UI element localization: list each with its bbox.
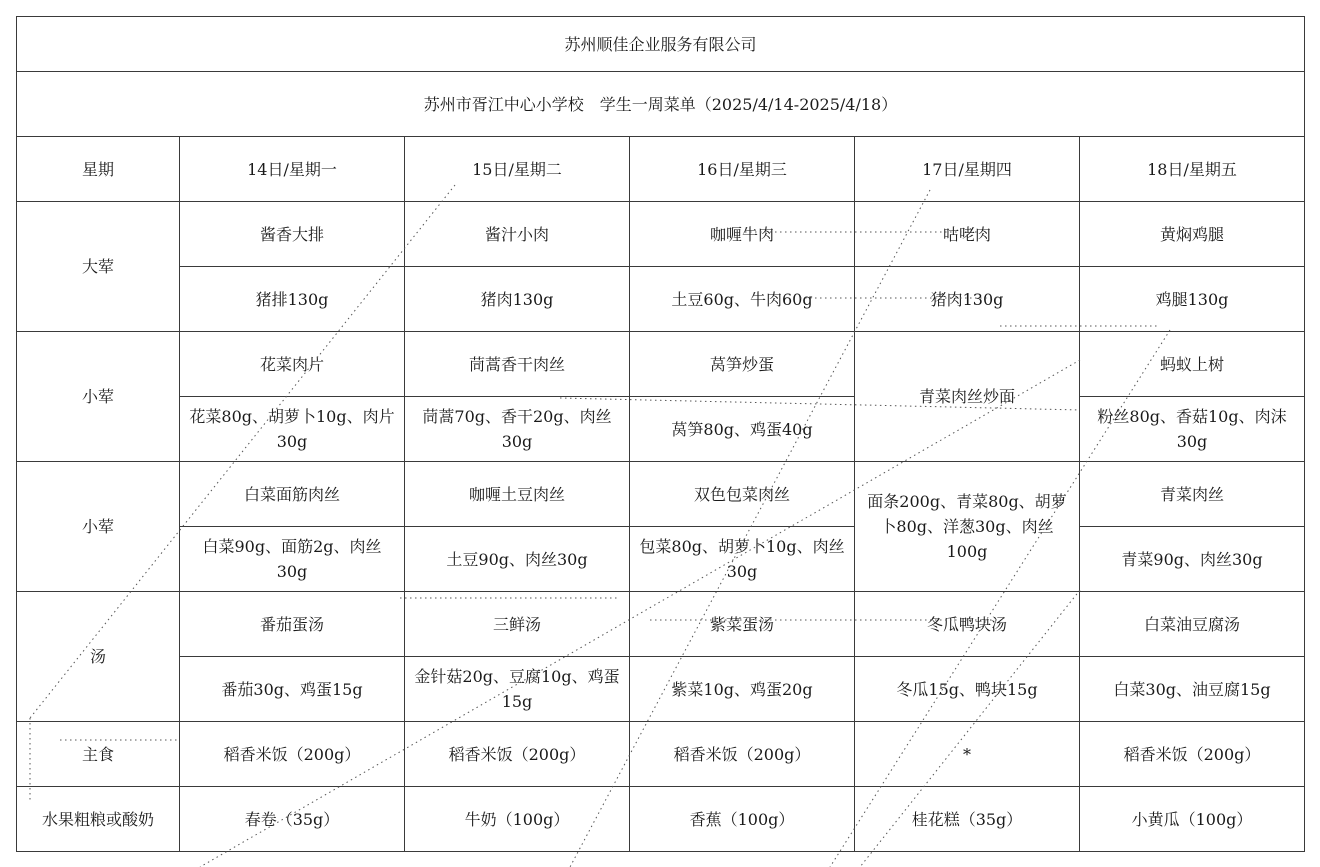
dish-cell: 青菜肉丝	[1080, 462, 1305, 527]
extra-cell: 小黄瓜（100g）	[1080, 787, 1305, 852]
ingredient-cell: 花菜80g、胡萝卜10g、肉片30g	[180, 397, 405, 462]
dish-cell: 酱香大排	[180, 202, 405, 267]
dish-cell: 咖喱牛肉	[630, 202, 855, 267]
side1-dish-row	[17, 332, 1305, 397]
ingredient-cell: 白菜90g、面筋2g、肉丝30g	[180, 527, 405, 592]
dish-cell: 咕咾肉	[855, 202, 1080, 267]
header-row	[17, 137, 1305, 202]
staple-cell: 稻香米饭（200g）	[405, 722, 630, 787]
staple-cell: 稻香米饭（200g）	[630, 722, 855, 787]
section-label-soup: 汤	[17, 592, 180, 722]
ingredient-cell: 白菜30g、油豆腐15g	[1080, 657, 1305, 722]
dish-cell: 冬瓜鸭块汤	[855, 592, 1080, 657]
ingredient-cell: 土豆60g、牛肉60g	[630, 267, 855, 332]
extra-row	[17, 787, 1305, 852]
main-meat-dish-row	[17, 202, 1305, 267]
staple-cell: 稻香米饭（200g）	[180, 722, 405, 787]
ingredient-cell: 猪肉130g	[855, 267, 1080, 332]
extra-cell: 牛奶（100g）	[405, 787, 630, 852]
menu-title: 苏州市胥江中心小学校 学生一周菜单（2025/4/14-2025/4/18）	[17, 72, 1305, 137]
ingredient-cell: 番茄30g、鸡蛋15g	[180, 657, 405, 722]
dish-cell: 咖喱土豆肉丝	[405, 462, 630, 527]
ingredient-cell: 土豆90g、肉丝30g	[405, 527, 630, 592]
dish-cell: 三鲜汤	[405, 592, 630, 657]
section-label-side2: 小荤	[17, 462, 180, 592]
ingredient-cell: 莴笋80g、鸡蛋40g	[630, 397, 855, 462]
extra-cell: 春卷（35g）	[180, 787, 405, 852]
weekly-menu-table	[16, 16, 1305, 852]
dish-cell: 酱汁小肉	[405, 202, 630, 267]
dish-cell: 白菜面筋肉丝	[180, 462, 405, 527]
side2-ingredient-row	[17, 527, 1305, 592]
dish-cell: 茼蒿香干肉丝	[405, 332, 630, 397]
ingredient-cell: 紫菜10g、鸡蛋20g	[630, 657, 855, 722]
extra-cell: 桂花糕（35g）	[855, 787, 1080, 852]
dish-cell: 蚂蚁上树	[1080, 332, 1305, 397]
day-header: 15日/星期二	[405, 137, 630, 202]
ingredient-cell: 茼蒿70g、香干20g、肉丝30g	[405, 397, 630, 462]
dish-cell: 双色包菜肉丝	[630, 462, 855, 527]
ingredient-cell: 青菜90g、肉丝30g	[1080, 527, 1305, 592]
ingredient-cell: 鸡腿130g	[1080, 267, 1305, 332]
section-label-side1: 小荤	[17, 332, 180, 462]
dish-cell: 莴笋炒蛋	[630, 332, 855, 397]
soup-ingredient-row	[17, 657, 1305, 722]
dish-cell: 花菜肉片	[180, 332, 405, 397]
dish-cell: 番茄蛋汤	[180, 592, 405, 657]
header-label: 星期	[17, 137, 180, 202]
staple-cell: *	[855, 722, 1080, 787]
day-header: 18日/星期五	[1080, 137, 1305, 202]
ingredient-cell: 包菜80g、胡萝卜10g、肉丝30g	[630, 527, 855, 592]
side2-dish-row	[17, 462, 1305, 527]
staple-row	[17, 722, 1305, 787]
ingredient-cell: 猪排130g	[180, 267, 405, 332]
day-header: 16日/星期三	[630, 137, 855, 202]
ingredient-cell: 冬瓜15g、鸭块15g	[855, 657, 1080, 722]
section-label-main-meat: 大荤	[17, 202, 180, 332]
section-label-extra: 水果粗粮或酸奶	[17, 787, 180, 852]
day-header: 17日/星期四	[855, 137, 1080, 202]
day-header: 14日/星期一	[180, 137, 405, 202]
thursday-dish-merged: 青菜肉丝炒面	[855, 332, 1080, 462]
company-name: 苏州顺佳企业服务有限公司	[17, 17, 1305, 72]
soup-dish-row	[17, 592, 1305, 657]
thursday-ingredients-merged: 面条200g、青菜80g、胡萝卜80g、洋葱30g、肉丝100g	[855, 462, 1080, 592]
dish-cell: 白菜油豆腐汤	[1080, 592, 1305, 657]
staple-cell: 稻香米饭（200g）	[1080, 722, 1305, 787]
dish-cell: 黄焖鸡腿	[1080, 202, 1305, 267]
extra-cell: 香蕉（100g）	[630, 787, 855, 852]
ingredient-cell: 粉丝80g、香菇10g、肉沫30g	[1080, 397, 1305, 462]
ingredient-cell: 猪肉130g	[405, 267, 630, 332]
section-label-staple: 主食	[17, 722, 180, 787]
side1-ingredient-row	[17, 397, 1305, 462]
ingredient-cell: 金针菇20g、豆腐10g、鸡蛋15g	[405, 657, 630, 722]
main-meat-ingredient-row	[17, 267, 1305, 332]
dish-cell: 紫菜蛋汤	[630, 592, 855, 657]
